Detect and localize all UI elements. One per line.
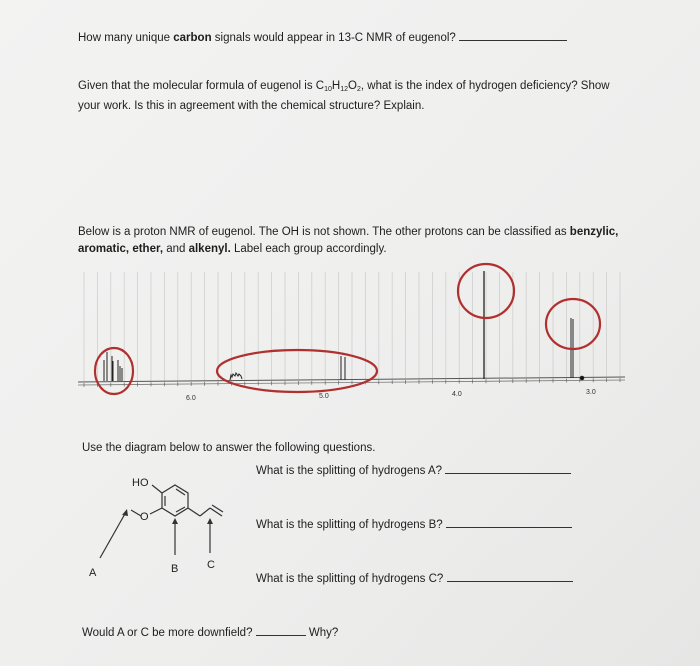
label-c: C — [207, 559, 215, 571]
q2-h: H — [331, 80, 341, 92]
allyl-bond — [188, 508, 200, 516]
answer-blank[interactable] — [256, 625, 306, 636]
question-text: Would A or C be more downfield? — [82, 627, 253, 639]
q3-text: Label each group accordingly. — [230, 243, 387, 255]
q2-sub: 12 — [340, 86, 349, 93]
why-label: Why? — [308, 627, 339, 639]
tick-label: 4.0 — [452, 391, 462, 398]
q1-text-after: signals would appear in 13-C NMR of eugenol? — [211, 32, 456, 44]
q2-text: Given that the molecular formula of eugenol is C — [78, 80, 325, 92]
q1-bold: carbon — [173, 32, 212, 44]
o-label: O — [140, 511, 149, 523]
arrowhead — [207, 518, 213, 524]
question-text: What is the splitting of hydrogens C? — [256, 573, 444, 585]
axis-tick-labels — [186, 389, 596, 402]
tick-label: 3.0 — [586, 389, 596, 396]
arrowhead — [172, 518, 178, 524]
q3-bold: aromatic, ether, — [78, 243, 164, 255]
handwritten-annotations — [95, 264, 600, 394]
q2-line2: your work. Is this in agreement with the chemical structure? Explain. — [78, 100, 425, 112]
peaks — [104, 271, 584, 381]
q3-bold: alkenyl. — [188, 243, 231, 255]
q1-text: How many unique — [78, 32, 174, 44]
tick-label: 5.0 — [319, 393, 329, 400]
benzene-ring — [162, 485, 188, 516]
reference-dot — [580, 376, 584, 380]
q3-text: and — [163, 243, 189, 255]
oh-bond — [152, 485, 162, 493]
question-downfield — [82, 625, 338, 642]
q2-sub: 2 — [356, 86, 361, 93]
eugenol-structure — [100, 485, 223, 558]
arrow-a — [100, 512, 126, 558]
question-text: What is the splitting of hydrogens A? — [256, 465, 443, 477]
alkene-bond — [210, 508, 222, 516]
label-a: A — [89, 567, 97, 579]
q2-sub: 10 — [324, 86, 332, 93]
circle-aromatic — [95, 348, 133, 394]
question-text: What is the splitting of hydrogens B? — [256, 519, 443, 531]
question-splitting-b — [256, 517, 572, 534]
answer-blank[interactable] — [447, 571, 573, 582]
answer-blank[interactable] — [445, 463, 571, 474]
question-splitting-c — [256, 571, 573, 588]
q2-o: O — [348, 80, 357, 92]
label-b: B — [171, 563, 179, 575]
tick-label: 6.0 — [186, 395, 196, 402]
spectrum-grid — [84, 272, 620, 382]
spectrum-baseline — [78, 377, 625, 382]
allyl-bond — [200, 508, 210, 516]
ho-label: HO — [132, 477, 149, 489]
o-bond — [150, 508, 162, 514]
q2-text-after: , what is the index of hydrogen deficiency? Show — [360, 80, 610, 92]
arrowhead — [122, 509, 128, 516]
circle-alkenyl — [217, 350, 377, 392]
diagram-intro: Use the diagram below to answer the following questions. — [82, 442, 376, 454]
answer-blank[interactable] — [446, 517, 572, 528]
q3-text: Below is a proton NMR of eugenol. The OH is not shown. The other protons can be classified as — [78, 226, 570, 238]
q3-bold: benzylic, — [569, 226, 619, 238]
multiplet-peak — [230, 373, 242, 380]
question-splitting-a — [256, 463, 571, 480]
